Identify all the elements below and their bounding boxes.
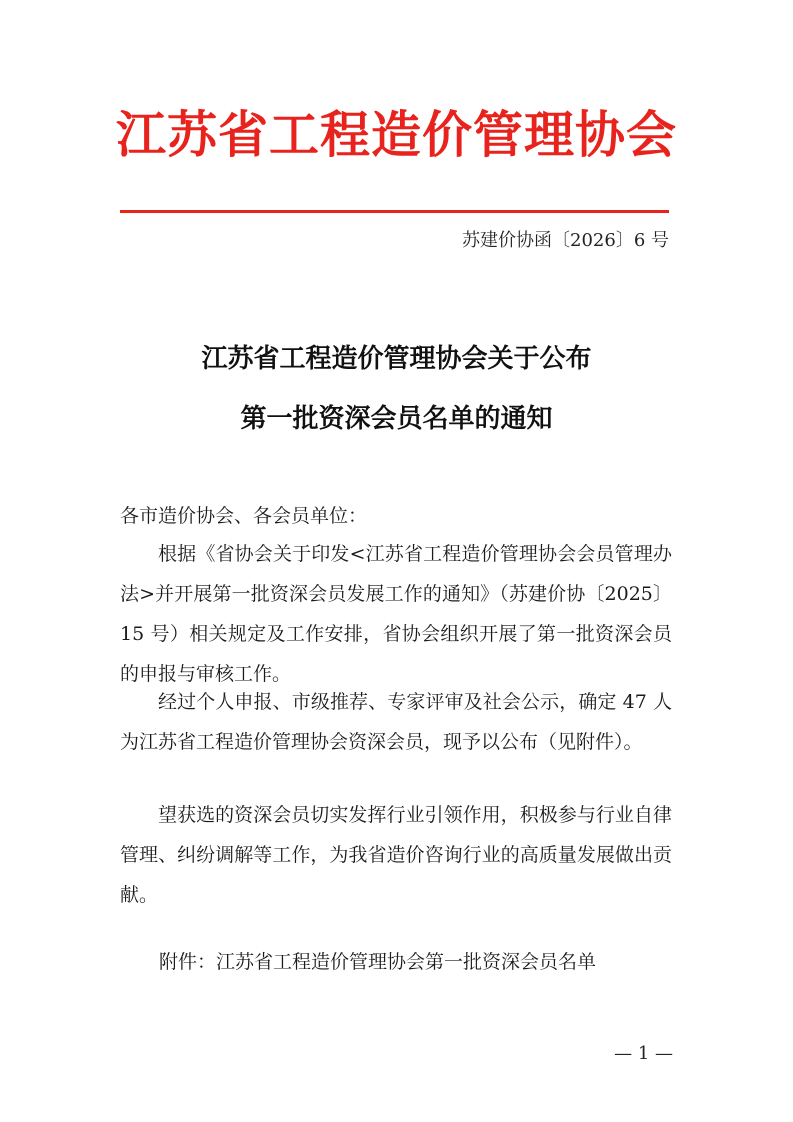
- body-paragraph: 望获选的资深会员切实发挥行业引领作用，积极参与行业自律管理、纠纷调解等工作，为我省造价咨询行业的高质量发展做出贡献。: [120, 804, 672, 906]
- attachment-note: 附件：江苏省工程造价管理协会第一批资深会员名单: [159, 951, 597, 973]
- page-number: — 1 —: [614, 1043, 673, 1064]
- document-title-line-1: 江苏省工程造价管理协会关于公布: [201, 344, 592, 374]
- organization-header: 江苏省工程造价管理协会: [116, 105, 677, 164]
- body-paragraph: 根据《省协会关于印发<江苏省工程造价管理协会会员管理办法>并开展第一批资深会员发展工作的通知》（苏建价协〔2025〕15 号）相关规定及工作安排，省协会组织开展了第一批资深会员的申报与审核工作。: [120, 543, 672, 685]
- document-number: 苏建价协函〔2026〕6 号: [462, 230, 669, 251]
- document-title-line-2: 第一批资深会员名单的通知: [240, 404, 553, 434]
- body-paragraph: 经过个人申报、市级推荐、专家评审及社会公示，确定 47 人为江苏省工程造价管理协会资深会员，现予以公布（见附件）。: [120, 691, 672, 753]
- red-divider-line: [120, 210, 669, 213]
- salutation: 各市造价协会、各会员单位：: [120, 505, 368, 527]
